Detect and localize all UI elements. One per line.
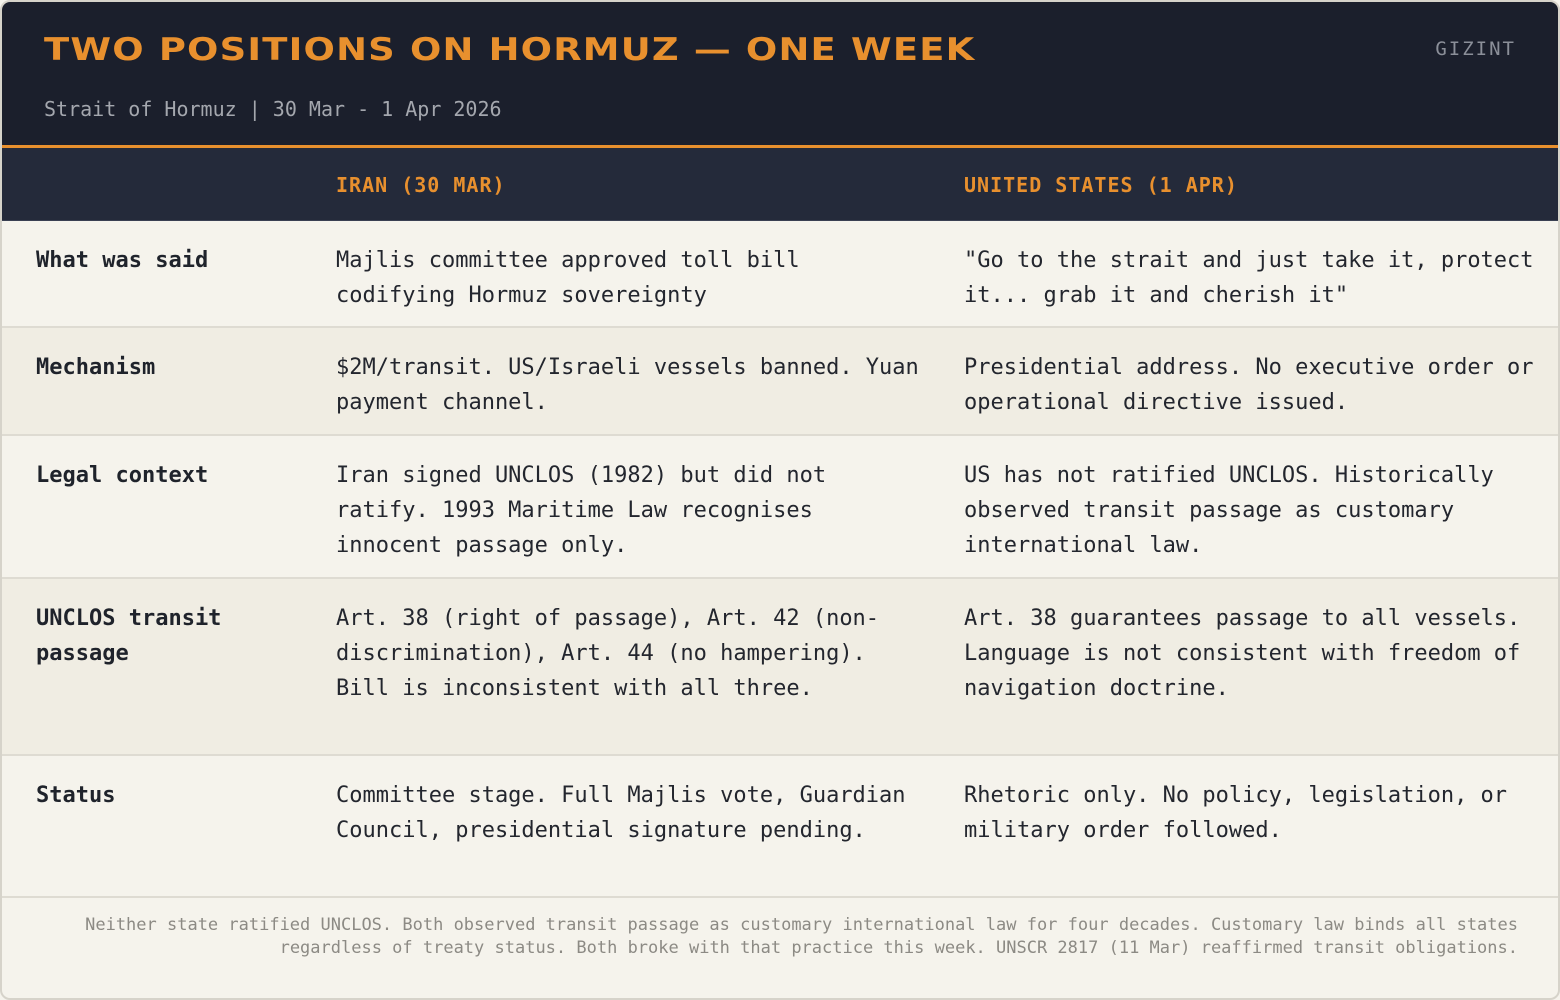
footer-note: Neither state ratified UNCLOS. Both observed transit passage as customary international law for four decades. Customary law binds all states regardless of treaty status. Both broke with that practice this week. UNSCR 2817 (11 Mar) reaffirmed transit obligations.: [85, 915, 1518, 958]
us-cell: Art. 38 guarantees passage to all vessels. Language is not consistent with freedom of navigation doctrine.: [964, 606, 1521, 701]
table-row: [2, 436, 1558, 579]
row-label: Mechanism: [36, 355, 156, 380]
us-cell: US has not ratified UNCLOS. Historically observed transit passage as customary international law.: [964, 463, 1494, 558]
iran-cell: Iran signed UNCLOS (1982) but did not ratify. 1993 Maritime Law recognises innocent passage only.: [336, 463, 827, 558]
row-label: UNCLOS transit passage: [36, 606, 222, 666]
table-row: [2, 328, 1558, 436]
table-row: [2, 756, 1558, 898]
page-subtitle: Strait of Hormuz | 30 Mar - 1 Apr 2026: [44, 97, 502, 121]
us-cell: Presidential address. No executive order or operational directive issued.: [964, 355, 1534, 415]
row-label: What was said: [36, 248, 209, 273]
table-header: [2, 148, 1558, 221]
comparison-table: [2, 221, 1558, 898]
iran-cell: $2M/transit. US/Israeli vessels banned. Yuan payment channel.: [336, 355, 919, 415]
us-cell: "Go to the strait and just take it, protect it... grab it and cherish it": [964, 248, 1534, 308]
row-label: Legal context: [36, 463, 209, 488]
column-header-us: UNITED STATES (1 APR): [964, 173, 1238, 197]
iran-cell: Majlis committee approved toll bill codifying Hormuz sovereignty: [336, 248, 800, 308]
column-header-iran: IRAN (30 MAR): [336, 173, 506, 197]
iran-cell: Art. 38 (right of passage), Art. 42 (non-discrimination), Art. 44 (no hampering). Bill is inconsistent with all three.: [336, 606, 880, 701]
table-row: [2, 579, 1558, 756]
brand-logo: GIZINT: [1435, 38, 1516, 60]
header: [2, 2, 1558, 148]
us-cell: Rhetoric only. No policy, legislation, or military order followed.: [964, 783, 1508, 843]
table-row: [2, 221, 1558, 328]
iran-cell: Committee stage. Full Majlis vote, Guardian Council, presidential signature pending.: [336, 783, 906, 843]
row-label: Status: [36, 783, 116, 808]
page-title: TWO POSITIONS ON HORMUZ — ONE WEEK: [44, 32, 976, 68]
